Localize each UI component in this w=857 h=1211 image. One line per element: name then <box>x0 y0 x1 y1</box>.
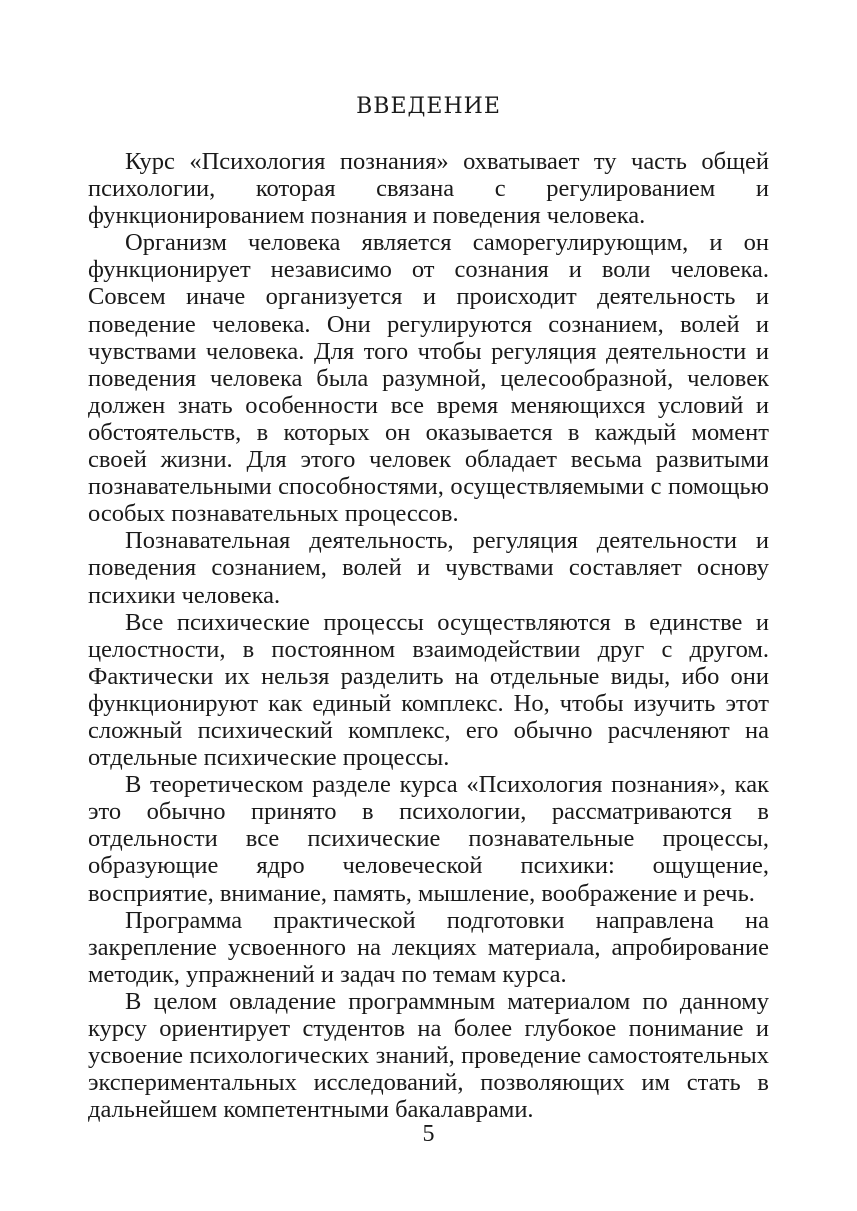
paragraph-3: Познавательная деятельность, регуляция деятельности и поведения сознанием, волей и чувствами составляет основу психики человека. <box>88 527 769 609</box>
paragraph-6: Программа практической подготовки направлена на закрепление усвоенного на лекциях материала, апробирование методик, упражнений и задач по темам курса. <box>88 906 769 988</box>
body-text <box>88 148 769 1123</box>
paragraph-2: Организм человека является саморегулирующим, и он функционирует независимо от сознания и воли человека. Совсем иначе организуется и происходит деятельность и поведение человека. Они регулируются сознанием, волей и чувствами человека. Для того чтобы регуляция деятельности и поведения человека была разумной, целесообразной, человек должен знать особенности все время меняющихся условий и обстоятельств, в которых он оказывается в каждый момент своей жизни. Для этого человек обладает весьма развитыми познавательными способностями, осуществляемыми с помощью особых познавательных процессов. <box>88 229 769 528</box>
paragraph-5: В теоретическом разделе курса «Психология познания», как это обычно принято в психологии, рассматриваются в отдельности все психические познавательные процессы, образующие ядро человеческой психики: ощущение, восприятие, внимание, память, мышление, воображение и речь. <box>88 771 769 907</box>
paragraph-4: Все психические процессы осуществляются в единстве и целостности, в постоянном взаимодействии друг с другом. Фактически их нельзя разделить на отдельные виды, ибо они функционируют как единый комплекс. Но, чтобы изучить этот сложный психический комплекс, его обычно расчленяют на отдельные психические процессы. <box>88 608 769 772</box>
page-title: ВВЕДЕНИЕ <box>356 94 501 119</box>
paragraph-7: В целом овладение программным материалом по данному курсу ориентирует студентов на более глубокое понимание и усвоение психологических знаний, проведение самостоятельных экспериментальных исследований, позволяющих им стать в дальнейшем компетентными бакалаврами. <box>88 987 769 1124</box>
page-number: 5 <box>422 1121 435 1147</box>
paragraph-1: Курс «Психология познания» охватывает ту часть общей психологии, которая связана с регулированием и функционированием познания и поведения человека. <box>88 148 769 230</box>
